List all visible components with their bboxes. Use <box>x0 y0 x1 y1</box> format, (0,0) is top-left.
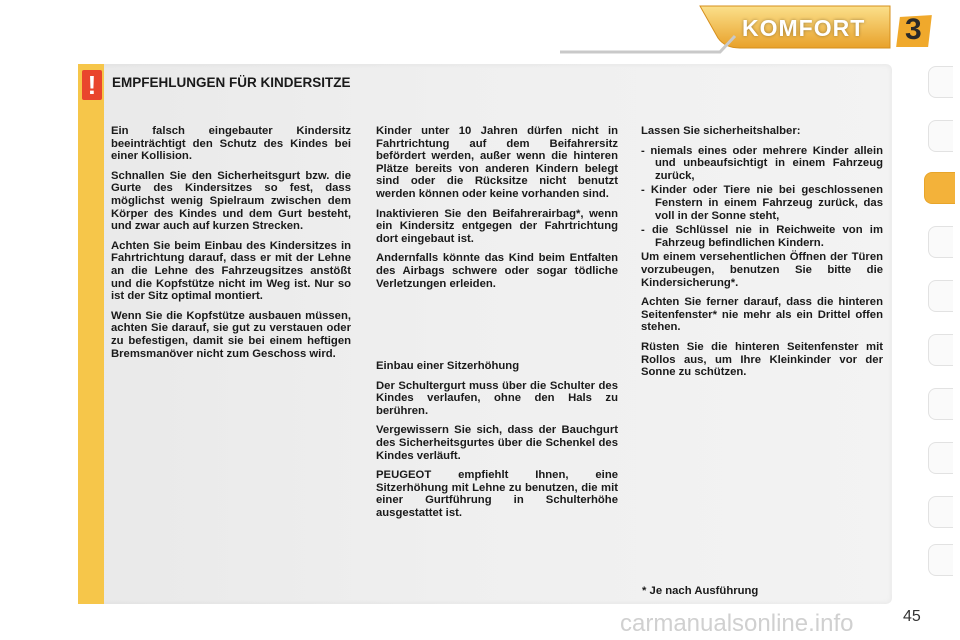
chapter-tab-active[interactable] <box>924 172 955 204</box>
paragraph: Andernfalls könnte das Kind beim Entfalten des Airbags schwere oder sogar tödliche Verletzungen erleiden. <box>376 252 618 290</box>
chapter-tab[interactable] <box>928 496 953 528</box>
paragraph: Ein falsch eingebauter Kindersitz beeinträchtigt den Schutz des Kindes bei einer Kollision. <box>111 125 351 163</box>
chapter-tab[interactable] <box>928 544 953 576</box>
chapter-tabs <box>928 66 956 574</box>
chapter-tab[interactable] <box>928 388 953 420</box>
bullet-list <box>641 145 883 250</box>
warning-icon: ! <box>82 70 102 100</box>
paragraph <box>111 170 351 233</box>
section-title: EMPFEHLUNGEN FÜR KINDERSITZE <box>112 75 351 90</box>
subheading: Einbau einer Sitzerhöhung <box>376 360 520 372</box>
subheading: Lassen Sie sicherheitshalber: <box>641 125 801 137</box>
footnote: * Je nach Ausführung <box>642 585 759 597</box>
column-3 <box>641 125 883 386</box>
paragraph: Inaktivieren Sie den Beifahrerairbag*, wenn ein Kindersitz entgegen der Fahrtrichtung dort eingebaut ist. <box>376 207 618 245</box>
emphasis-text: möglichst wenig Spielraum <box>111 194 265 207</box>
paragraph: Wenn Sie die Kopfstütze ausbauen müssen, achten Sie darauf, sie gut zu verstauen oder zu befestigen, damit sie bei einem heftigen Bremsmanöver nicht zum Geschoss wird. <box>111 309 351 360</box>
side-accent-bar <box>78 64 104 604</box>
chapter-tab[interactable] <box>928 120 953 152</box>
chapter-tab[interactable] <box>928 66 953 98</box>
column-2-section <box>376 360 618 527</box>
paragraph: Der Schultergurt muss über die Schulter des Kindes verlaufen, ohne den Hals zu berühren. <box>376 379 618 417</box>
chapter-tab[interactable] <box>928 334 953 366</box>
page-number: 45 <box>903 608 921 625</box>
chapter-tab[interactable] <box>928 226 953 258</box>
paragraph: Achten Sie ferner darauf, dass die hinteren Seitenfenster* nie mehr als ein Drittel offen stehen. <box>641 296 883 334</box>
text: Schnallen Sie den Sicherheitsgurt bzw. die Gurte des Kindersitzes so fest, dass <box>111 169 351 195</box>
chapter-title: KOMFORT <box>742 15 866 41</box>
paragraph: Achten Sie beim Einbau des Kindersitzes in Fahrtrichtung darauf, dass er mit der Lehne an die Lehne des Fahrzeugsitzes anstößt und die Kopfstütze nicht im Weg ist. Nur so ist der Sitz optimal montiert. <box>111 239 351 303</box>
paragraph: Vergewissern Sie sich, dass der Bauchgurt des Sicherheitsgurtes über die Schenkel des Kindes verläuft. <box>376 424 618 462</box>
column-1 <box>111 125 351 367</box>
watermark: carmanualsonline.info <box>620 610 854 637</box>
paragraph: Rüsten Sie die hinteren Seitenfenster mit Rollos aus, um Ihre Kleinkinder vor der Sonne zu schützen. <box>641 340 883 379</box>
list-item: - die Schlüssel nie in Reichweite von im Fahrzeug befindlichen Kindern. <box>641 224 883 249</box>
chapter-tab[interactable] <box>928 442 953 474</box>
list-item: - niemals eines oder mehrere Kinder allein und unbeaufsichtigt in einem Fahrzeug zurück, <box>641 144 883 182</box>
paragraph: Kinder unter 10 Jahren dürfen nicht in Fahrtrichtung auf dem Beifahrersitz befördert werden, außer wenn die hinteren Plätze bereits von anderen Kindern belegt sind oder die Rücksitze nicht benutzt werden können oder keine vorhanden sind. <box>376 125 618 200</box>
paragraph: Um einem versehentlichen Öffnen der Türen vorzubeugen, benutzen Sie bitte die Kindersicherung*. <box>641 251 883 289</box>
chapter-tab[interactable] <box>928 280 953 312</box>
chapter-number: 3 <box>905 13 922 46</box>
list-item: - Kinder oder Tiere nie bei geschlossenen Fenstern in einem Fahrzeug zurück, das voll in der Sonne steht, <box>641 184 883 222</box>
text: zwischen dem Körper des Kindes und dem Gurt besteht, und zwar auch auf kurzen Strecken. <box>111 194 351 233</box>
paragraph: PEUGEOT empfiehlt Ihnen, eine Sitzerhöhung mit Lehne zu benutzen, die mit einer Gurtführung in Schulterhöhe ausgestattet ist. <box>376 469 618 519</box>
column-2 <box>376 125 618 297</box>
